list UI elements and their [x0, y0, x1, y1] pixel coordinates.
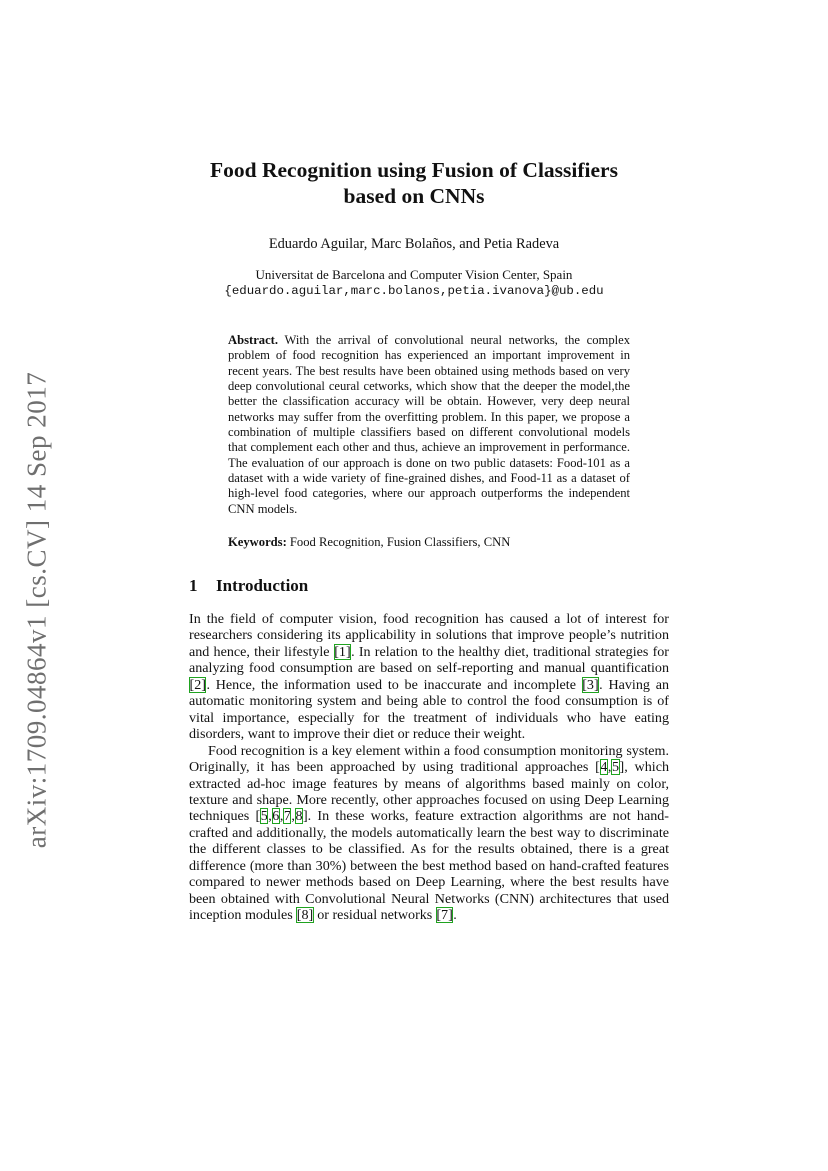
author-emails: {eduardo.aguilar,marc.bolanos,petia.ivanova}@ub.edu [224, 284, 604, 298]
section-title: Introduction [216, 576, 309, 595]
introduction-body [189, 611, 669, 924]
keywords-label: Keywords: [228, 535, 287, 549]
paragraph-text: . In relation to the healthy diet, traditional strategies for analyzing food consumption are based on self-reporting and manual quantification [189, 643, 669, 677]
affiliation: Universitat de Barcelona and Computer Vision Center, Spain [255, 267, 573, 282]
citation-link[interactable]: [1] [334, 643, 351, 660]
abstract [228, 333, 630, 517]
affiliation-block [0, 266, 828, 300]
citation-separator: , [268, 808, 272, 825]
citation-link[interactable]: 5 [260, 808, 268, 825]
citation-link[interactable]: 6 [272, 808, 280, 825]
paper-title [0, 157, 828, 209]
author-list: Eduardo Aguilar, Marc Bolaños, and Petia Radeva [268, 236, 560, 252]
citation-link[interactable]: [7] [436, 907, 453, 924]
citation-separator: , [607, 759, 612, 776]
paragraph-text: Food recognition is a key element within a food consumption monitoring system. Originally, it has been approached by using traditional approaches [ [189, 742, 669, 776]
paragraph-text: . Having an automatic monitoring system and being able to control the food consumption is of vital importance, especially for the treatment of individuals who have eating disorders, want to improve their diet or reduce their weight. [189, 676, 669, 743]
abstract-label: Abstract. [228, 333, 279, 347]
keywords [228, 535, 630, 550]
citation-link[interactable]: 7 [283, 808, 291, 825]
citation-separator: , [291, 808, 295, 825]
paragraph-text: . [453, 907, 457, 924]
intro-paragraph-1 [189, 611, 669, 743]
keywords-text: Food Recognition, Fusion Classifiers, CNN [289, 535, 511, 549]
citation-link[interactable]: [2] [189, 676, 206, 693]
citation-separator: , [279, 808, 284, 825]
paragraph-text: ], which extracted ad-hoc image features by means of algorithms based mainly on color, texture and shape. More recently, other approaches focused on using Deep Learning techniques [ [189, 759, 669, 825]
paragraph-text: ]. In these works, feature extraction algorithms are not hand-crafted and additionally, the models automatically learn the best way to discriminate the different classes to be classified. As for the results obtained, there is a great difference (more than 30%) between the best method based on hand-crafted features compared to newer methods based on Deep Learning, where the best results have been obtained with Convolutional Neural Networks (CNN) architectures that used inception modules [189, 808, 669, 924]
citation-link[interactable]: 5 [611, 759, 619, 776]
title-line-2: based on CNNs [343, 184, 485, 208]
section-heading-introduction [189, 576, 308, 596]
paragraph-text: or residual networks [313, 907, 436, 924]
citation-link[interactable]: [8] [296, 907, 314, 924]
title-line-1: Food Recognition using Fusion of Classifiers [210, 158, 618, 182]
section-number: 1 [189, 576, 198, 595]
intro-paragraph-2 [189, 743, 669, 924]
paragraph-text: In the field of computer vision, food recognition has caused a lot of interest for researchers considering its applicability in solutions that improve people’s nutrition and hence, their lifestyle [189, 611, 669, 660]
arxiv-identifier [22, 365, 52, 855]
abstract-text: With the arrival of convolutional neural networks, the complex problem of food recognition has experienced an important improvement in recent years. The best results have been obtained using methods based on very deep convolutional ceural cetworks, which show that the deeper the model,the better the classification accuracy will be obtain. However, very deep neural networks may suffer from the overfitting problem. In this paper, we propose a combination of multiple classifiers based on different convolutional models that complement each other and thus, achieve an improvement in performance. The evaluation of our approach is done on two public datasets: Food-101 as a dataset with a wide variety of fine-grained dishes, and Food-11 as a dataset of high-level food categories, where our approach outperforms the independent CNN models. [228, 333, 631, 516]
paragraph-text: . Hence, the information used to be inaccurate and incomplete [206, 676, 582, 693]
citation-link[interactable]: 8 [295, 808, 303, 825]
arxiv-identifier-text: arXiv:1709.04864v1 [cs.CV] 14 Sep 2017 [21, 371, 52, 849]
citation-link[interactable]: [3] [582, 676, 599, 693]
citation-link[interactable]: 4 [600, 759, 608, 776]
